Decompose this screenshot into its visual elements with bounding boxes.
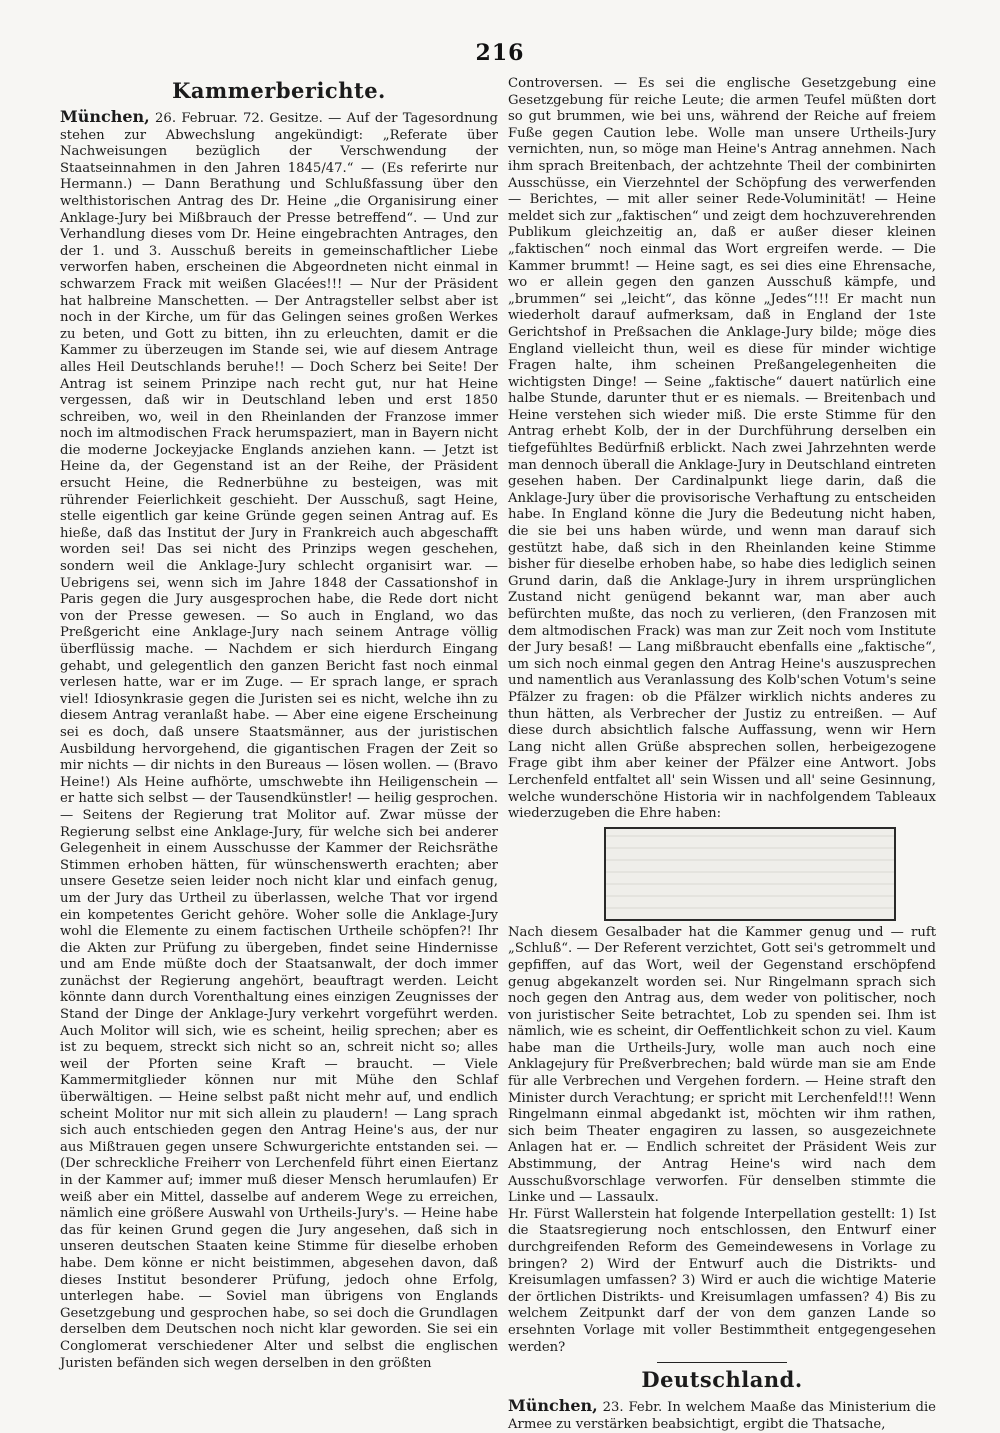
article-continuation: Controversen. — Es sei die englische Gesetzgebung eine Gesetzgebung für reiche Leute; die armen Teufel müßten dort so gut brummen, wie bei uns, während der Reiche auf freiem Fuße gegen Caution lebe. Wolle man unsere Urtheils-Jury vernichten, nun, so möge man Heine's Antrag annehmen. Nach ihm sprach Breitenbach, der achtzehnte Theil der combinirten Ausschüsse, ein Vierzehntel der Schöpfung des verwerfenden — Berichtes, — mit aller seiner Rede-Voluminität! — Heine meldet sich zur „faktischen“ und zeigt dem hochzuverehrenden Publikum gleichzeitig an, daß er außer dieser kleinen „faktischen“ noch einmal das Wort ergreifen werde. — Die Kammer brummt! — Heine sagt, es sei dies eine Ehrensache, wo er allein gegen den ganzen Ausschuß kämpfe, und „brummen“ sei „leicht“, das könne „Jedes“!!! Er macht nun wiederholt darauf aufmerksam, daß in England der 1ste Gerichtshof in Preßsachen die Anklage-Jury bilde; möge dies England vielleicht thun, weil es diese für minder wichtige Fragen halte, ihm scheinen Preßangelegenheiten die wichtigsten Dinge! — Seine „faktische“ dauert natürlich eine halbe Stunde, darunter thut er es niemals. — Breitenbach und Heine verstehen sich wieder miß. Die erste Stimme für den Antrag erhebt Kolb, der in der Durchführung derselben ein tiefgefühltes Bedürfniß erblickt. Nach zwei Jahrzehnten werde man dennoch überall die Anklage-Jury in Deutschland eintreten gesehen haben. Der Cardinalpunkt liege darin, daß die Anklage-Jury über die provisorische Verhaftung zu entscheiden habe. In England könne die Jury die Bedeutung nicht haben, die sie bei uns haben würde, und wenn man darauf sich gestützt habe, daß sich in den Rheinlanden keine Stimme bisher für dieselbe erhoben habe, so habe dies lediglich seinen Grund darin, daß die Anklage-Jury in ihrem ursprünglichen Zustand nicht genügend bekannt war, man aber auch befürchten mußte, das noch zu verlieren, (den Franzosen mit dem altmodischen Frack) was man zur Zeit noch vom Institute der Jury besaß! — Lang mißbraucht ebenfalls eine „faktische“, um sich noch einmal gegen den Antrag Heine's auszusprechen und namentlich aus Veranlassung des Kolb'schen Votum's seine Pfälzer zu fragen: ob die Pfälzer wirklich nichts anderes zu thun hätten, als Verbrecher der Justiz zu entreißen. — Auf diese durch absichtlich falsche Auffassung, wenn wir Hern Lang nicht allen Grüße absprechen sollen, herbeigezogene Frage gibt ihm aber keiner der Pfälzer eine Antwort. Jobs Lerchenfeld entfaltet all' sein Wissen und all' seine Gesinnung, welche wunderschöne Historia wir in nachfolgendem Tableaux wiederzugeben die Ehre haben: (508, 76, 936, 822)
inset-tableau-image (604, 827, 896, 921)
article-deutschland-body: 23. Febr. In welchem Maaße das Ministerium die Armee zu verstärken beabsichtigt, ergibt die Thatsache, (508, 1400, 936, 1432)
article-kammerberichte (60, 109, 498, 1372)
left-column (60, 76, 498, 1371)
interpellation-paragraph: Hr. Fürst Wallerstein hat folgende Interpellation gestellt: 1) Ist die Staatsregierung noch entschlossen, den Entwurf einer durchgreifenden Reform des Gemeindewesens in Vorlage zu bringen? 2) Wird der Entwurf auch die Distrikts- und Kreisumlagen umfassen? 3) Wird er auch die wichtige Materie der örtlichen Distrikts- und Kreisumlagen umfassen? 4) Bis zu welchem Zeitpunkt darf der von dem ganzen Lande so ersehnten Vorlage mit voller Bestimmtheit entgegengesehen werden? (508, 1206, 936, 1355)
section-heading-kammerberichte: Kammerberichte. (172, 78, 386, 103)
page-number: 216 (475, 40, 525, 66)
section-heading-deutschland: Deutschland. (641, 1367, 803, 1393)
section-divider (657, 1362, 787, 1363)
right-column (508, 76, 936, 1432)
dateline-place-2: München, (508, 1396, 598, 1416)
article-continuation-2: Nach diesem Gesalbader hat die Kammer genug und — ruft „Schluß“. — Der Referent verzichtet, Gott sei's getrommelt und gepfiffen, auf das Wort, weil der Gegenstand erschöpfend genug abgekanzelt worden sei. Nur Ringelmann sprach sich noch gegen den Antrag aus, dem weder von politischer, noch von juristischer Seite betrachtet, Lob zu spenden sei. Ihm ist nämlich, wie es scheint, dir Oeffentlichkeit schon zu viel. Kaum habe man die Urtheils-Jury, wolle man auch noch eine Anklagejury für Preßverbrechen; bald würde man sie am Ende für alle Verbrechen und Vergehen fordern. — Heine straft den Minister durch Verachtung; er spricht mit Lerchenfeld!!! Wenn Ringelmann einmal abgedankt ist, möchten wir ihm rathen, sich beim Theater engagiren zu lassen, so ausgezeichnete Anlagen hat er. — Endlich schreitet der Präsident Weis zur Abstimmung, der Antrag Heine's wird nach dem Ausschußvorschlage verworfen. Für denselben stimmte die Linke und — Lassaulx. (508, 924, 936, 1206)
article-deutschland (508, 1398, 936, 1433)
dateline-place: München, (60, 107, 150, 126)
article-body: 26. Februar. 72. Gesitze. — Auf der Tagesordnung stehen zur Abwechslung angekündigt: „Referate über Nachweisungen bezüglich der Verschwendung der Staatseinnahmen in den Jahren 1845/47.“ — (Es referirte nur Hermann.) — Dann Berathung und Schlußfassung über den welthistorischen Antrag des Dr. Heine „die Organisirung einer Anklage-Jury bei Mißbrauch der Presse betreffend“. — Und zur Verhandlung dieses vom Dr. Heine eingebrachten Antrages, den der 1. und 3. Ausschuß bereits in gemeinschaftlicher Liebe verworfen haben, erscheinen die Abgeordneten nicht einmal in schwarzem Frack mit weißen Glacées!!! — Nur der Präsident hat halbreine Manschetten. — Der Antragsteller selbst aber ist noch in der Kirche, um für das Gelingen seines großen Werkes zu beten, und Gott zu bitten, ihn zu erleuchten, damit er die Kammer zu überzeugen im Stande sei, wie auf diesem Antrage alles Heil Deutschlands beruhe!! — Doch Scherz bei Seite! Der Antrag ist seinem Prinzipe nach recht gut, nur hat Heine vergessen, daß wir in Deutschland leben und erst 1850 schreiben, wo, weil in den Rheinlanden der Franzose immer noch im altmodischen Frack herumspaziert, man in Bayern nicht die moderne Jockeyjacke Englands anziehen kann. — Jetzt ist Heine da, der Gegenstand ist an der Reihe, der Präsident ersucht Heine, die Rednerbühne zu besteigen, was mit rührender Feierlichkeit geschieht. Der Ausschuß, sagt Heine, stelle eigentlich gar keine Gründe gegen seinen Antrag auf. Es hieße, daß das Institut der Jury in Frankreich auch abgeschafft worden sei! Das sei nicht des Prinzips wegen geschehen, sondern weil die Anklage-Jury schlecht organisirt war. — Uebrigens sei, wenn sich im Jahre 1848 der Cassationshof in Paris gegen die Jury ausgesprochen habe, die Rede dort nicht von der Presse gewesen. — So auch in England, wo das Preßgericht eine Anklage-Jury nach seinem Antrage völlig überflüssig mache. — Nachdem er sich hierdurch Eingang gehabt, und gelegentlich den ganzen Bericht fast noch einmal verlesen hatte, war er im Zuge. — Er sprach lange, er sprach viel! Idiosynkrasie gegen die Juristen sei es nicht, welche ihn zu diesem Antrag veranlaßt habe. — Aber eine eigene Erscheinung sei es doch, daß unsere Staatsmänner, aus der juristischen Ausbildung hervorgehend, die gigantischen Fragen der Zeit so mir nichts — dir nichts in den Bureaus — lösen wollen. — (Bravo Heine!) Als Heine aufhörte, umschwebte ihn Heiligenschein — er hatte sich selbst — der Tausendkünstler! — heilig gesprochen. — Seitens der Regierung trat Molitor auf. Zwar müsse der Regierung selbst eine Anklage-Jury, für welche sich bei anderer Gelegenheit in einem Ausschusse der Kammer der Reichsräthe Stimmen erhoben hätten, für wünschenswerth erachten; aber unsere Gesetze seien leider noch nicht klar und einfach genug, um der Jury das Urtheil zu überlassen, welche That vor irgend ein kompetentes Gericht gehöre. Woher solle die Anklage-Jury wohl die Elemente zu einem factischen Urtheile schöpfen?! Ihr die Akten zur Prüfung zu übergeben, findet seine Hindernisse und am Ende müßte doch der Staatsanwalt, der doch immer zunächst der Regierung angehört, beauftragt werden. Leicht könnte dann durch Vorenthaltung eines einzigen Zeugnisses der Stand der Dinge der Anklage-Jury verkehrt vorgeführt werden. Auch Molitor will sich, wie es scheint, heilig sprechen; aber es ist zu bequem, streckt sich nicht so an, schreit nicht so; alles weil der Pforten seine Kraft — braucht. — Viele Kammermitglieder können nur mit Mühe den Schlaf überwältigen. — Heine selbst paßt nicht mehr auf, und endlich scheint Molitor nur mit sich allein zu plaudern! — Lang sprach sich auch entschieden gegen den Antrag Heine's aus, der nur aus Mißtrauen gegen unsere Schwurgerichte entstanden sei. — (Der schreckliche Freiherr von Lerchenfeld führt einen Eiertanz in der Kammer auf; immer muß dieser Mensch herumlaufen) Er weiß aber ein Mittel, dasselbe auf anderem Wege zu erreichen, nämlich eine größere Auswahl von Urtheils-Jury's. — Heine habe das für keinen Grund gegen die Jury angesehen, daß sich in unseren deutschen Staaten keine Stimme für dieselbe erhoben habe. Dem könne er nicht beistimmen, abgesehen davon, daß dieses Institut besonderer Prüfung, jedoch ohne Erfolg, unterlegen habe. — Soviel man übrigens von Englands Gesetzgebung und gesprochen habe, so sei doch die Grundlagen derselben dem Deutschen noch nicht klar geworden. Sie sei ein Conglomerat verschiedener Alter und selbst die englischen Juristen befänden sich wegen derselben in den größten (60, 111, 498, 1371)
